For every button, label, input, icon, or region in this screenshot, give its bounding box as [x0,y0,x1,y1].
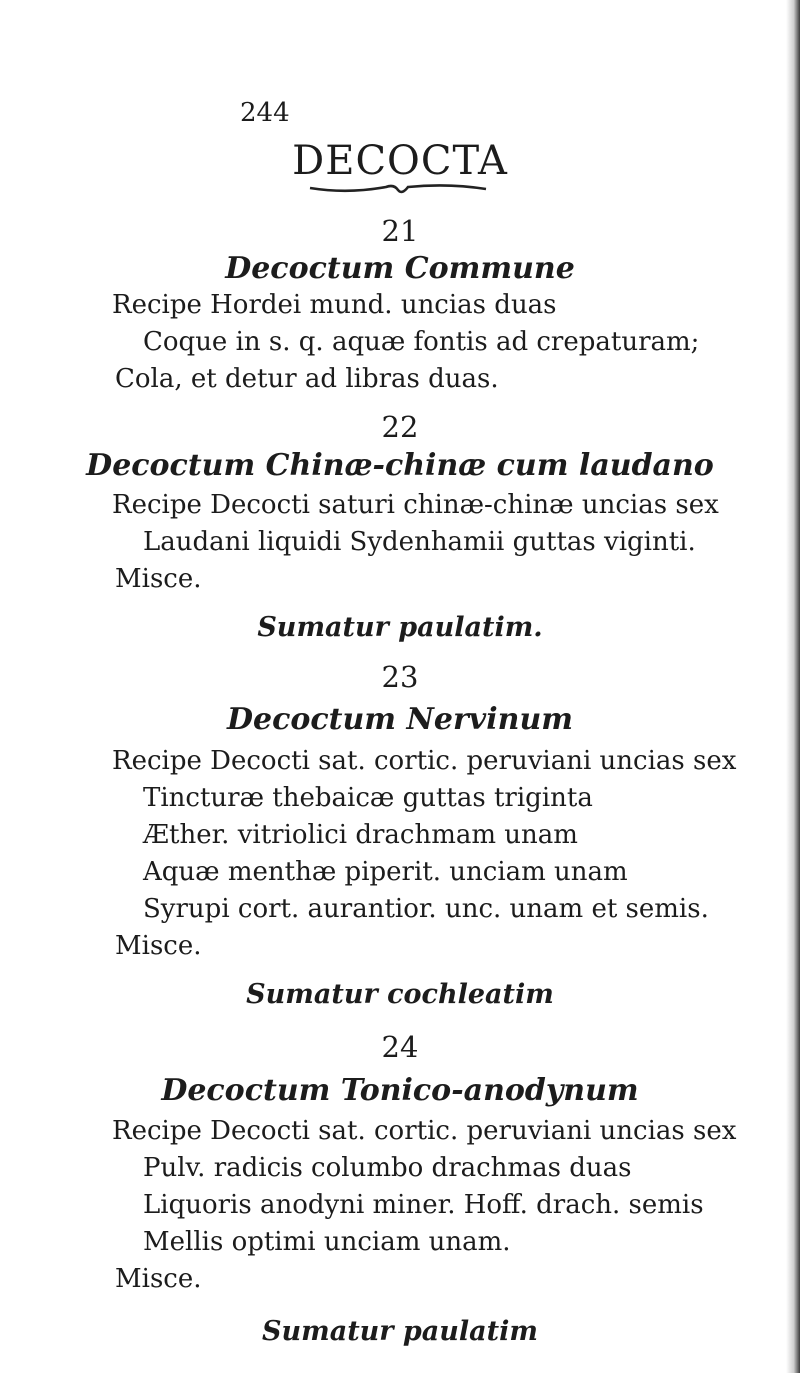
recipe-line: Æther. vitriolici drachmam unam [143,820,578,850]
recipe-line: Recipe Decocti sat. cortic. peruviani uncias sex [112,746,737,776]
recipe-title: Decoctum Commune [225,251,575,286]
recipe-title: Decoctum Nervinum [226,702,573,737]
dosage-note: Sumatur cochleatim [246,979,554,1010]
running-title: DECOCTA [292,138,508,184]
recipe-line: Recipe Hordei mund. uncias duas [112,290,557,320]
recipe-number: 22 [381,410,419,444]
recipe-line: Tincturæ thebaicæ guttas triginta [143,783,593,813]
recipe-line: Laudani liquidi Sydenhamii guttas viginti. [143,527,696,557]
recipe-line: Recipe Decocti sat. cortic. peruviani uncias sex [112,1116,737,1146]
recipe-line: Recipe Decocti saturi chinæ-chinæ uncias sex [112,490,719,520]
recipe-line: Misce. [115,564,202,594]
dosage-note: Sumatur paulatim [262,1316,538,1347]
recipe-line: Syrupi cort. aurantior. unc. unam et semis. [143,894,709,924]
recipe-line: Cola, et detur ad libras duas. [115,364,499,394]
recipe-line: Liquoris anodyni miner. Hoff. drach. semis [143,1190,704,1220]
recipe-number: 24 [381,1030,419,1064]
recipe-title: Decoctum Chinæ-chinæ cum laudano [86,448,714,483]
recipe-line: Misce. [115,931,202,961]
recipe-line: Aquæ menthæ piperit. unciam unam [143,857,628,887]
ornament-rule-icon [308,182,488,196]
recipe-line: Mellis optimi unciam unam. [143,1227,511,1257]
page-number: 244 [240,98,290,128]
dosage-note: Sumatur paulatim. [257,612,543,643]
recipe-line: Coque in s. q. aquæ fontis ad crepaturam; [143,327,700,357]
recipe-line: Misce. [115,1264,202,1294]
recipe-title: Decoctum Tonico-anodynum [161,1073,639,1108]
recipe-line: Pulv. radicis columbo drachmas duas [143,1153,632,1183]
recipe-number: 23 [381,660,419,694]
recipe-number: 21 [381,214,419,248]
